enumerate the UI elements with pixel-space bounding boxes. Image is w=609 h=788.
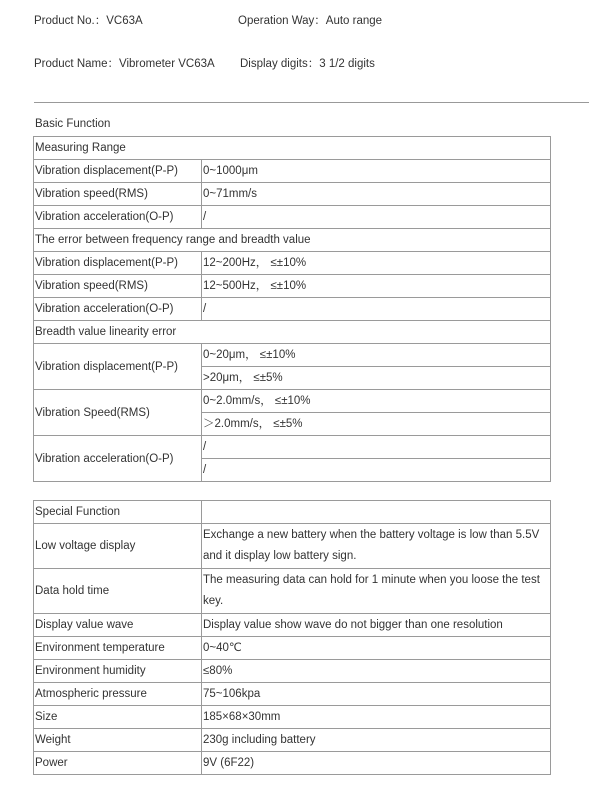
cell-value: 185×68×30mm bbox=[202, 706, 551, 729]
cell-label: Low voltage display bbox=[34, 524, 202, 569]
cell-value: 0~71mm/s bbox=[202, 183, 551, 206]
cell-label: Vibration Speed(RMS) bbox=[34, 390, 202, 436]
cell-label: Vibration speed(RMS) bbox=[34, 183, 202, 206]
table-row bbox=[34, 298, 551, 321]
cell-value: 9V (6F22) bbox=[202, 752, 551, 775]
table-row bbox=[34, 206, 551, 229]
cell-label: Vibration acceleration(O-P) bbox=[34, 436, 202, 482]
cell-label: Vibration displacement(P-P) bbox=[34, 252, 202, 275]
cell-value: Display value show wave do not bigger than one resolution bbox=[202, 614, 551, 637]
divider bbox=[34, 102, 589, 103]
cell-value: 75~106kpa bbox=[202, 683, 551, 706]
cell-value: / bbox=[202, 436, 551, 459]
special-function-table bbox=[33, 500, 551, 775]
cell-value: The measuring data can hold for 1 minute when you loose the test key. bbox=[202, 569, 551, 614]
table-row bbox=[34, 637, 551, 660]
cell-value: / bbox=[202, 206, 551, 229]
cell-label: Vibration speed(RMS) bbox=[34, 275, 202, 298]
cell-label: Vibration acceleration(O-P) bbox=[34, 206, 202, 229]
cell-label: Vibration acceleration(O-P) bbox=[34, 298, 202, 321]
table-row bbox=[34, 524, 551, 569]
product-name: Product Name：Vibrometer VC63A bbox=[34, 58, 215, 70]
basic-function-table bbox=[33, 136, 551, 482]
cell-value: 0~20μm， ≤±10% bbox=[202, 344, 551, 367]
cell-label: Vibration displacement(P-P) bbox=[34, 344, 202, 390]
table-row bbox=[34, 321, 551, 344]
operation-way: Operation Way：Auto range bbox=[238, 15, 383, 27]
cell-label: Size bbox=[34, 706, 202, 729]
cell-label: Data hold time bbox=[34, 569, 202, 614]
cell-value: Exchange a new battery when the battery voltage is low than 5.5V and it display low battery sign. bbox=[202, 524, 551, 569]
cell-value bbox=[202, 501, 551, 524]
table-row bbox=[34, 501, 551, 524]
cell-value: 12~200Hz， ≤±10% bbox=[202, 252, 551, 275]
table-row bbox=[34, 183, 551, 206]
cell-label: Power bbox=[34, 752, 202, 775]
cell-label: Display value wave bbox=[34, 614, 202, 637]
table-row bbox=[34, 229, 551, 252]
cell-value: 230g including battery bbox=[202, 729, 551, 752]
display-digits: Display digits：3 1/2 digits bbox=[240, 58, 375, 70]
cell-label: Weight bbox=[34, 729, 202, 752]
cell-label: Environment humidity bbox=[34, 660, 202, 683]
cell-value: 0~1000μm bbox=[202, 160, 551, 183]
table-row bbox=[34, 660, 551, 683]
table-row bbox=[34, 436, 551, 459]
cell-label: Vibration displacement(P-P) bbox=[34, 160, 202, 183]
table-row bbox=[34, 683, 551, 706]
cell-value: 0~2.0mm/s， ≤±10% bbox=[202, 390, 551, 413]
table-row bbox=[34, 706, 551, 729]
table-row bbox=[34, 344, 551, 367]
error-label: The error between frequency range and breadth value bbox=[34, 229, 551, 252]
cell-value: / bbox=[202, 459, 551, 482]
cell-label: Environment temperature bbox=[34, 637, 202, 660]
linearity-label: Breadth value linearity error bbox=[34, 321, 551, 344]
cell-label: Atmospheric pressure bbox=[34, 683, 202, 706]
cell-value: / bbox=[202, 298, 551, 321]
product-no: Product No.：VC63A bbox=[34, 15, 143, 27]
cell-value: ≤80% bbox=[202, 660, 551, 683]
table-row bbox=[34, 137, 551, 160]
cell-value: 0~40℃ bbox=[202, 637, 551, 660]
table-row bbox=[34, 614, 551, 637]
table-row bbox=[34, 729, 551, 752]
table-row bbox=[34, 275, 551, 298]
table-row bbox=[34, 160, 551, 183]
cell-value: >20μm， ≤±5% bbox=[202, 367, 551, 390]
special-function-title: Special Function bbox=[34, 501, 202, 524]
table-row bbox=[34, 252, 551, 275]
table-row bbox=[34, 752, 551, 775]
cell-value: ＞2.0mm/s， ≤±5% bbox=[202, 413, 551, 436]
table-row bbox=[34, 390, 551, 413]
basic-function-title: Basic Function bbox=[35, 118, 111, 130]
measuring-range-label: Measuring Range bbox=[34, 137, 551, 160]
cell-value: 12~500Hz， ≤±10% bbox=[202, 275, 551, 298]
table-row bbox=[34, 569, 551, 614]
